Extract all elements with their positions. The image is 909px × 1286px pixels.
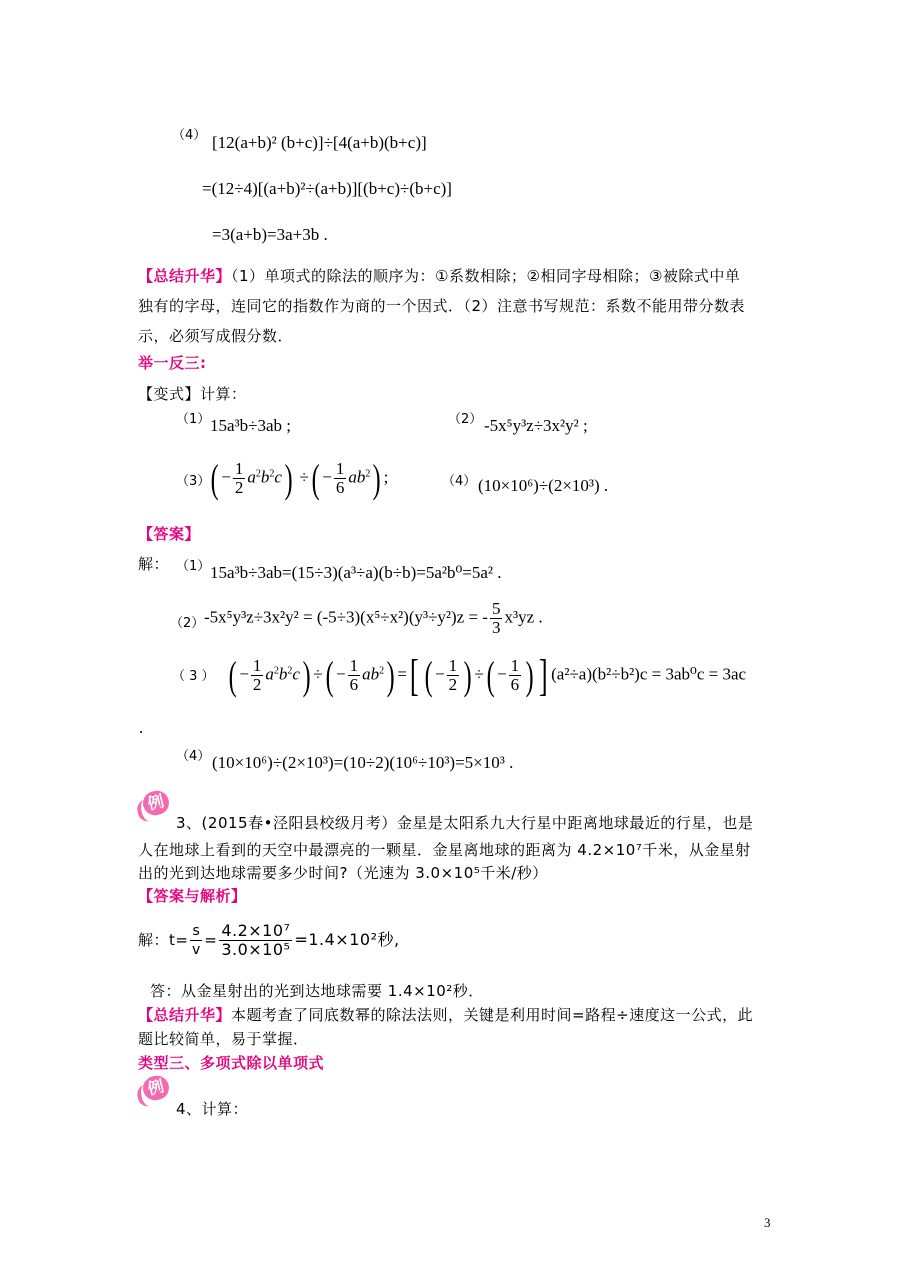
summary2-line-1: 【总结升华】本题考查了同底数幂的除法法则，关键是利用时间=路程÷速度这一公式，此	[138, 1006, 754, 1024]
formula-line-2: =(12÷4)[(a+b)²÷(a+b)][(b+c)÷(b+c)]	[202, 179, 452, 198]
a3-trailing-dot: .	[139, 718, 144, 737]
formula-line-1: [12(a+b)² (b+c)]÷[4(a+b)(b+c)]	[212, 133, 427, 152]
q3-formula: ( − $\frac{1}{2}$ $a^2b^2c$) ÷( − $\frac{1}{6}$ $ab^2$) ;	[210, 456, 389, 501]
q1-formula: 15a³b÷3ab ;	[210, 416, 291, 435]
a3-formula: ( − $\frac{1}{2}$ $a^2b^2c$) ÷( − $\frac{1}{6}$ $ab^2$) =[ ( − $\frac{1}{2}$ ) ÷( − $\frac{1}{6}$ ) ] (a²÷a)(b²÷b²)c = 3ab⁰c = 3ac	[228, 651, 747, 700]
variant-heading: 【变式】计算：	[138, 385, 247, 403]
a1-label: （1）	[176, 559, 211, 574]
q2-formula: -5x⁵y³z÷3x²y² ;	[484, 416, 588, 435]
a4-formula: (10×10⁶)÷(2×10³)=(10÷2)(10⁶÷10³)=5×10³ .	[212, 753, 514, 772]
formula-line-3: =3(a+b)=3a+3b .	[212, 225, 328, 244]
juyi-heading: 举一反三:	[138, 354, 207, 372]
a4-label: （4）	[176, 749, 211, 764]
example-badge-icon: 例	[140, 788, 171, 818]
q4-label: （4）	[442, 474, 477, 489]
summary-tag: 【总结升华】	[138, 267, 232, 285]
ex3-line-3: 出的光到达地球需要多少时间?（光速为 3.0×10⁵千米/秒）	[138, 864, 548, 882]
ex4-text: 4、计算：	[176, 1100, 249, 1118]
summary-paragraph-2: 独有的字母，连同它的指数作为商的一个因式．（2）注意书写规范：系数不能用带分数表	[138, 297, 746, 315]
q4-formula: (10×10⁶)÷(2×10³) .	[478, 476, 609, 495]
q2-label: （2）	[448, 412, 483, 427]
ex3-answer: 答：从金星射出的光到达地球需要 1.4×10²秒．	[150, 982, 484, 1000]
answer-analysis-tag: 【答案与解析】	[138, 887, 247, 905]
a2-formula: -5x⁵y³z÷3x²y² = (-5÷3)(x⁵÷x²)(y³÷y²)z = - $\frac{5}{3}$ x³yz .	[204, 599, 543, 637]
answer-tag: 【答案】	[138, 525, 201, 543]
ex3-solution: 解：t= $\frac{s}{v}$ = $\frac{\text{4.2×10⁷}}{\text{3.0×10⁵}}$ =1.4×10²秒,	[138, 921, 400, 959]
q1-label: （1）	[176, 412, 211, 427]
ex3-line-1: 3、(2015春•泾阳县校级月考）金星是太阳系九大行星中距离地球最近的行星，也是	[176, 814, 754, 832]
solution-jie: 解：	[138, 555, 170, 573]
summary2-line-2: 题比较简单，易于掌握．	[138, 1030, 309, 1048]
a1-formula: 15a³b÷3ab=(15÷3)(a³÷a)(b÷b)=5a²b⁰=5a² .	[210, 563, 502, 582]
example-badge-icon-4: 例	[140, 1073, 171, 1103]
summary-paragraph-1: 【总结升华】（1）单项式的除法的顺序为：①系数相除；②相同字母相除；③被除式中单	[138, 267, 741, 285]
ex3-line-2: 人在地球上看到的天空中最漂亮的一颗星．金星离地球的距离为 4.2×10⁷千米，从金星射	[138, 841, 751, 859]
a3-label: （ 3 ）	[172, 669, 215, 684]
item-label-4: （4）	[172, 128, 207, 143]
page-number: 3	[764, 1215, 771, 1230]
a2-label: （2）	[170, 616, 205, 631]
type3-heading: 类型三、多项式除以单项式	[138, 1054, 325, 1072]
q3-label: （3）	[176, 474, 211, 489]
summary-paragraph-3: 示，必须写成假分数．	[138, 327, 294, 345]
